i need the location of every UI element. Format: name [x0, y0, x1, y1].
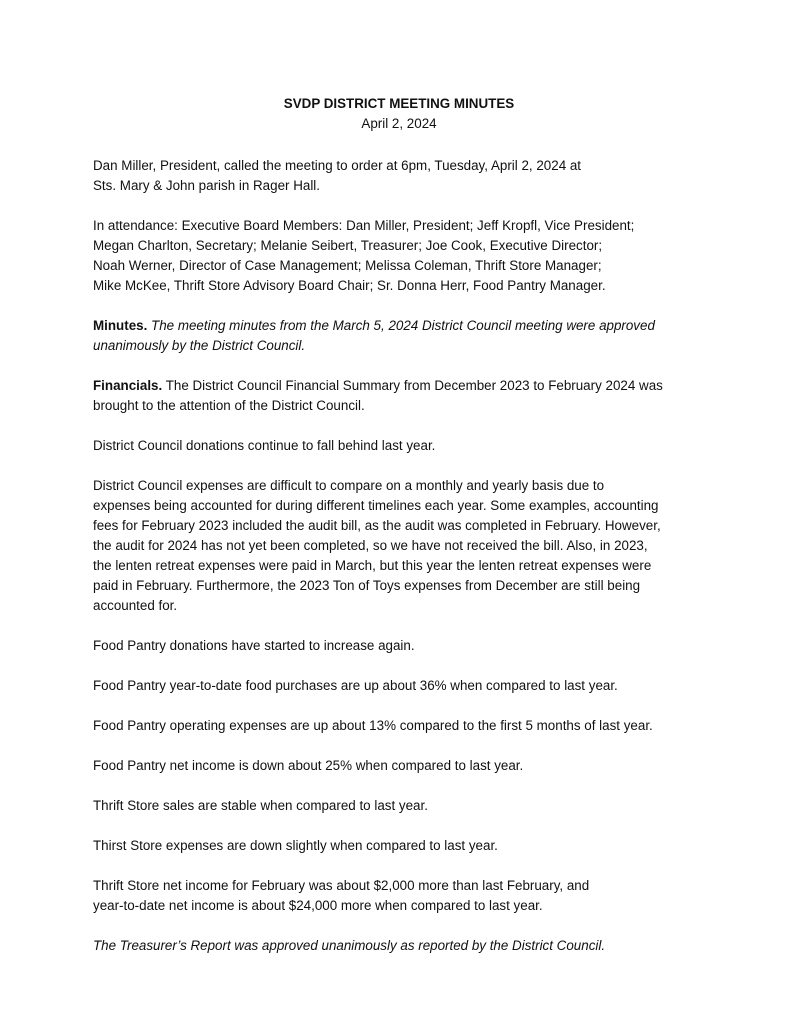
attendance-line: Noah Werner, Director of Case Management; Melissa Coleman, Thrift Store Manager;	[93, 258, 602, 273]
food-pantry-net-paragraph: Food Pantry net income is down about 25% when compared to last year.	[93, 758, 524, 773]
financials-line	[93, 376, 705, 396]
food-pantry-purchases-paragraph: Food Pantry year-to-date food purchases are up about 36% when compared to last year.	[93, 678, 618, 693]
attendance-line: In attendance: Executive Board Members: Dan Miller, President; Jeff Kropfl, Vice President;	[93, 218, 635, 233]
treasurer-report-paragraph: The Treasurer’s Report was approved unanimously as reported by the District Council.	[93, 938, 606, 953]
expenses-line: expenses being accounted for during different timelines each year. Some examples, accounting	[93, 498, 659, 513]
thrift-sales-paragraph: Thrift Store sales are stable when compared to last year.	[93, 798, 428, 813]
expenses-line: the audit for 2024 has not yet been completed, so we have not received the bill. Also, in 2023,	[93, 538, 648, 553]
expenses-line: the lenten retreat expenses were paid in March, but this year the lenten retreat expenses were	[93, 558, 652, 573]
opening-line: Sts. Mary & John parish in Rager Hall.	[93, 178, 320, 193]
minutes-line	[93, 316, 705, 336]
thrift-net-line: Thrift Store net income for February was about $2,000 more than last February, and	[93, 878, 590, 893]
attendance-line: Megan Charlton, Secretary; Melanie Seibert, Treasurer; Joe Cook, Executive Director;	[93, 238, 603, 253]
expenses-line: accounted for.	[93, 598, 178, 613]
attendance-line: Mike McKee, Thrift Store Advisory Board Chair; Sr. Donna Herr, Food Pantry Manager.	[93, 278, 606, 293]
food-pantry-operating-paragraph: Food Pantry operating expenses are up about 13% compared to the first 5 months of last year.	[93, 718, 653, 733]
thrift-net-paragraph	[93, 876, 705, 916]
food-pantry-donations-paragraph: Food Pantry donations have started to increase again.	[93, 638, 415, 653]
minutes-paragraph	[93, 316, 705, 356]
financials-paragraph	[93, 376, 705, 416]
thrift-net-line: year-to-date net income is about $24,000 more when compared to last year.	[93, 898, 543, 913]
expenses-line: District Council expenses are difficult to compare on a monthly and yearly basis due to	[93, 478, 605, 493]
meeting-date: April 2, 2024	[361, 116, 437, 131]
thrift-expenses-paragraph: Thirst Store expenses are down slightly when compared to last year.	[93, 838, 498, 853]
financials-line: brought to the attention of the District Council.	[93, 398, 365, 413]
expenses-line: paid in February. Furthermore, the 2023 Ton of Toys expenses from December are still being	[93, 578, 641, 593]
title-block	[93, 94, 705, 134]
document-page	[93, 94, 705, 976]
expenses-line: fees for February 2023 included the audit bill, as the audit was completed in February. However,	[93, 518, 661, 533]
opening-paragraph	[93, 156, 705, 196]
attendance-paragraph	[93, 216, 705, 296]
opening-line: Dan Miller, President, called the meeting to order at 6pm, Tuesday, April 2, 2024 at	[93, 158, 582, 173]
financials-heading: Financials.	[93, 378, 163, 393]
minutes-heading: Minutes.	[93, 318, 148, 333]
minutes-line: unanimously by the District Council.	[93, 338, 306, 353]
financials-text: The District Council Financial Summary from December 2023 to February 2024 was	[162, 378, 663, 393]
document-title: SVDP DISTRICT MEETING MINUTES	[283, 96, 515, 111]
minutes-text: The meeting minutes from the March 5, 2024 District Council meeting were approved	[147, 318, 655, 333]
expenses-paragraph	[93, 476, 705, 616]
donations-paragraph: District Council donations continue to fall behind last year.	[93, 438, 436, 453]
